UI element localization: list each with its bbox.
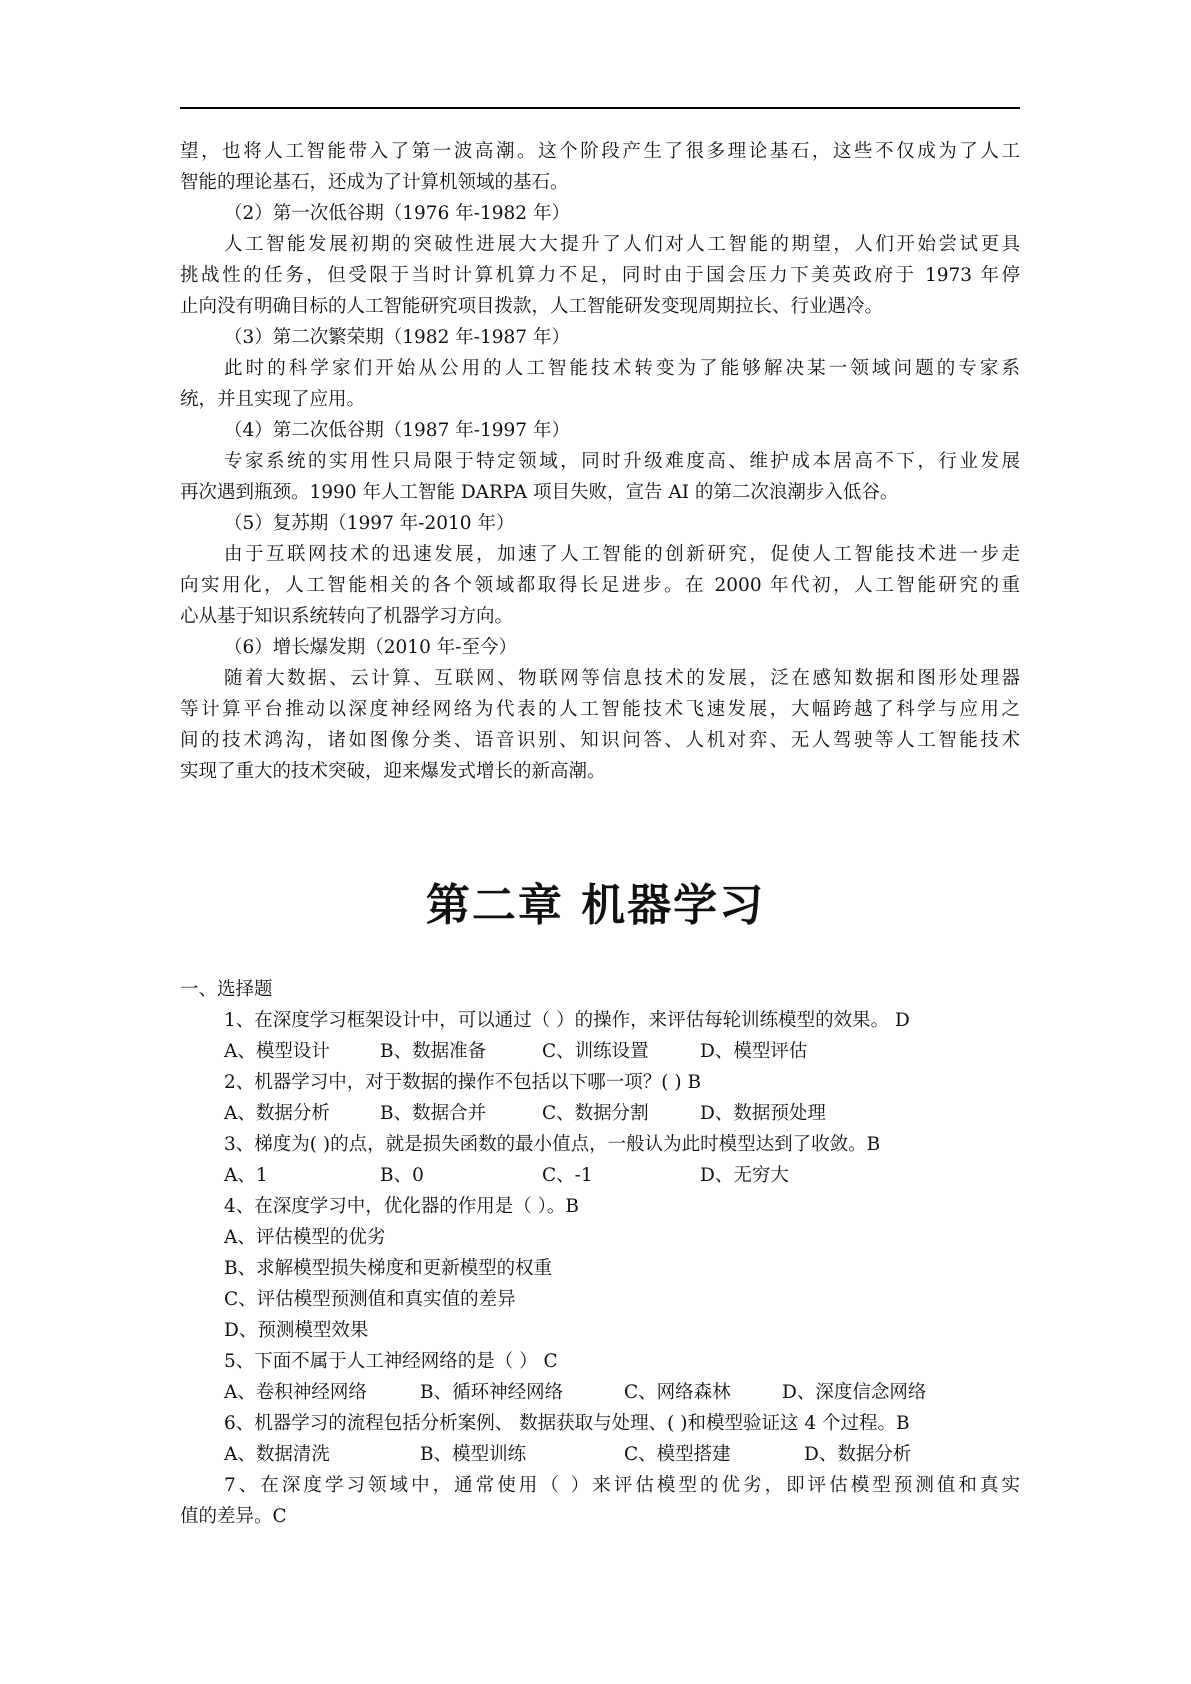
option: B、循环神经网络 — [420, 1382, 564, 1403]
body-line: 向实用化，人工智能相关的各个领域都取得长足进步。在 2000 年代初，人工智能研究的重 — [180, 575, 1020, 596]
option: B、求解模型损失梯度和更新模型的权重 — [224, 1258, 553, 1279]
body-line: 实现了重大的技术突破，迎来爆发式增长的新高潮。 — [180, 761, 606, 782]
option: B、模型训练 — [420, 1444, 527, 1465]
body-line: 再次遇到瓶颈。1990 年人工智能 DARPA 项目失败，宣告 AI 的第二次浪潮步入低谷。 — [180, 482, 899, 503]
subsection-heading: （5）复苏期（1997 年-2010 年） — [224, 513, 515, 534]
option: C、训练设置 — [542, 1041, 649, 1062]
option: C、评估模型预测值和真实值的差异 — [224, 1289, 516, 1310]
subsection-heading: （4）第二次低谷期（1987 年-1997 年） — [224, 420, 570, 441]
body-line: 望，也将人工智能带入了第一波高潮。这个阶段产生了很多理论基石，这些不仅成为了人工 — [180, 141, 1020, 162]
option: A、评估模型的优劣 — [224, 1227, 386, 1248]
question-6: 6、机器学习的流程包括分析案例、 数据获取与处理、( )和模型验证这 4 个过程。B — [224, 1413, 910, 1434]
option: A、模型设计 — [224, 1041, 330, 1062]
option: D、无穷大 — [700, 1165, 789, 1186]
subsection-heading: （3）第二次繁荣期（1982 年-1987 年） — [224, 327, 570, 348]
section-title: 一、选择题 — [180, 979, 273, 1000]
option: D、数据预处理 — [700, 1103, 826, 1124]
question-7: 7、在深度学习领域中，通常使用（ ）来评估模型的优劣，即评估模型预测值和真实 — [224, 1475, 1020, 1496]
body-line: 专家系统的实用性只局限于特定领域，同时升级难度高、维护成本居高不下，行业发展 — [224, 451, 1020, 472]
question-5: 5、下面不属于人工神经网络的是（ ） C — [224, 1351, 558, 1372]
subsection-heading: （6）增长爆发期（2010 年-至今） — [224, 637, 517, 658]
option: A、1 — [224, 1165, 268, 1186]
option: D、预测模型效果 — [224, 1320, 369, 1341]
body-line: 等计算平台推动以深度神经网络为代表的人工智能技术飞速发展，大幅跨越了科学与应用之 — [180, 699, 1020, 720]
option: A、卷积神经网络 — [224, 1382, 367, 1403]
option: D、深度信念网络 — [782, 1382, 927, 1403]
body-line: 此时的科学家们开始从公用的人工智能技术转变为了能够解决某一领域问题的专家系 — [224, 358, 1020, 379]
option: C、数据分割 — [542, 1103, 649, 1124]
option: A、数据清洗 — [224, 1444, 330, 1465]
body-line: 挑战性的任务，但受限于当时计算机算力不足，同时由于国会压力下美英政府于 1973 年停 — [180, 265, 1020, 286]
body-line: 智能的理论基石，还成为了计算机领域的基石。 — [180, 172, 569, 193]
header-rule — [180, 107, 1020, 109]
option: C、-1 — [542, 1165, 593, 1186]
question-7-continued: 值的差异。C — [180, 1506, 287, 1527]
subsection-heading: （2）第一次低谷期（1976 年-1982 年） — [224, 203, 570, 224]
question-1: 1、在深度学习框架设计中，可以通过（ ）的操作，来评估每轮训练模型的效果。 D — [224, 1010, 910, 1031]
option: D、数据分析 — [804, 1444, 912, 1465]
body-line: 随着大数据、云计算、互联网、物联网等信息技术的发展，泛在感知数据和图形处理器 — [224, 668, 1020, 689]
question-2: 2、机器学习中，对于数据的操作不包括以下哪一项？( ) B — [224, 1072, 702, 1093]
option: B、0 — [380, 1165, 424, 1186]
question-4: 4、在深度学习中，优化器的作用是（ ）。B — [224, 1196, 579, 1217]
question-3: 3、梯度为( )的点，就是损失函数的最小值点，一般认为此时模型达到了收敛。B — [224, 1134, 881, 1155]
body-line: 人工智能发展初期的突破性进展大大提升了人们对人工智能的期望，人们开始尝试更具 — [224, 234, 1020, 255]
option: B、数据准备 — [380, 1041, 487, 1062]
option: C、模型搭建 — [624, 1444, 731, 1465]
option: B、数据合并 — [380, 1103, 487, 1124]
body-line: 间的技术鸿沟，诸如图像分类、语音识别、知识问答、人机对弈、无人驾驶等人工智能技术 — [180, 730, 1020, 751]
body-line: 由于互联网技术的迅速发展，加速了人工智能的创新研究，促使人工智能技术进一步走 — [224, 544, 1020, 565]
body-line: 止向没有明确目标的人工智能研究项目拨款，人工智能研发变现周期拉长、行业遇冷。 — [180, 296, 884, 317]
body-line: 心从基于知识系统转向了机器学习方向。 — [180, 606, 514, 627]
option: C、网络森林 — [624, 1382, 731, 1403]
chapter-title: 第二章 机器学习 — [425, 880, 766, 931]
option: D、模型评估 — [700, 1041, 808, 1062]
body-line: 统，并且实现了应用。 — [180, 389, 366, 410]
option: A、数据分析 — [224, 1103, 330, 1124]
